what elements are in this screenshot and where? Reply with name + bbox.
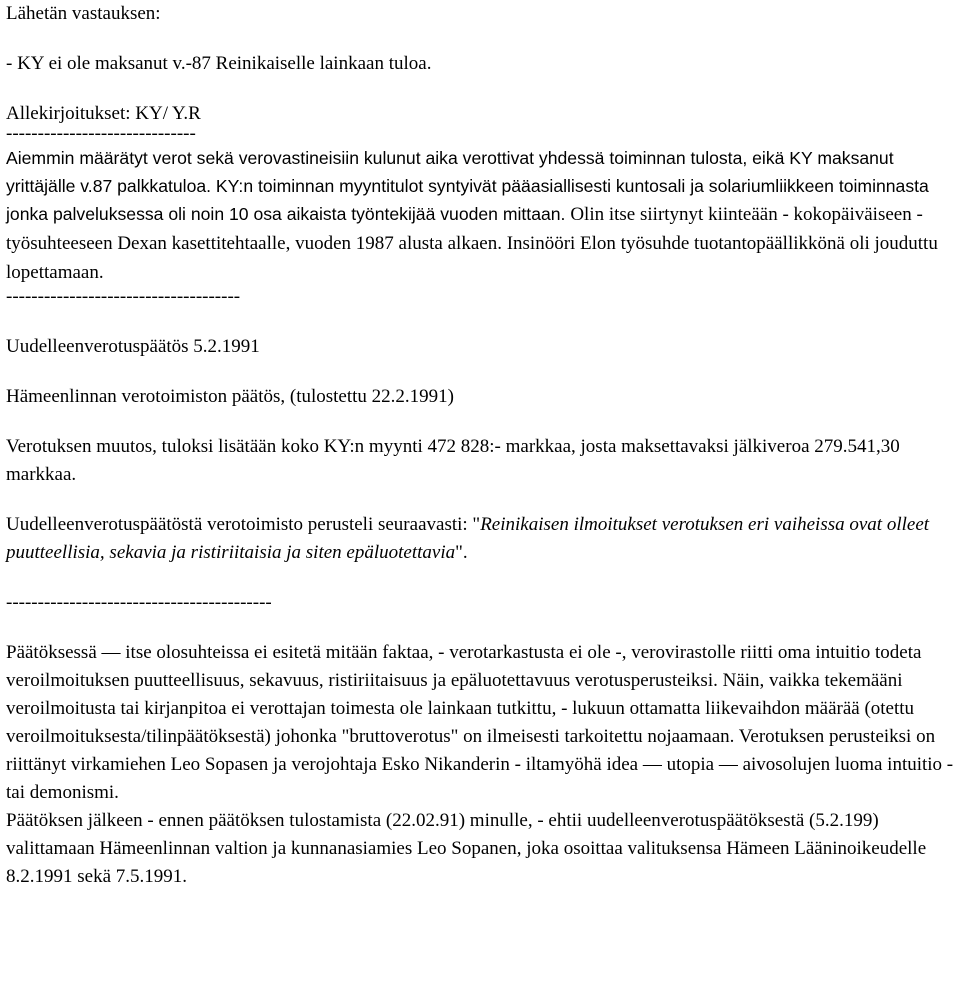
business-paragraph-part-a: Aiemmin määrätyt verot sekä verovastineisiin kulunut aika verottivat yhdessä toiminnan tulosta, eikä KY maksanut yrittäjälle v.87 palkkatuloa. KY:n toiminnan myyntitulot syntyivät pääasiallisesti kuntosali ja solariumliikkeen toiminnasta jonka palveluksessa oli noin 10 osa aikaista työntekijää vuoden mittaan. — [6, 148, 929, 224]
office-decision-line: Hämeenlinnan verotoimiston päätös, (tulostettu 22.2.1991) — [6, 386, 455, 407]
justification-paragraph — [6, 511, 956, 567]
business-paragraph — [6, 144, 956, 287]
reassessment-title: Uudelleenverotuspäätös 5.2.1991 — [6, 336, 260, 357]
divider-1: ------------------------------ — [6, 123, 196, 144]
tax-change-paragraph: Verotuksen muutos, tuloksi lisätään koko KY:n myynti 472 828:- markkaa, josta maksettavaksi jälkiveroa 279.541,30 markkaa. — [6, 436, 900, 485]
reply-line: - KY ei ole maksanut v.-87 Reinikaiselle lainkaan tuloa. — [6, 53, 432, 74]
decision-paragraph: Päätöksessä — itse olosuhteissa ei esitetä mitään faktaa, - verotarkastusta ei ole -, verovirastolle riitti oma intuitio todeta veroilmoituksen puutteellisuus, sekavuus, ristiriitaisuus ja epäluotettavuus verotusperusteiksi. Näin, vaikka tekemääni veroilmoitusta tai kirjanpitoa ei verottajan toimesta ole lainkaan tutkittu, - lukuun ottamatta liikevaihdon määrää (otettu veroilmoituksesta/tilinpäätöksestä) johonka "bruttoverotus" on ilmeisesti tarkoitettu nojaamaan. Verotuksen perusteiksi on riittänyt virkamiehen Leo Sopasen ja verojohtaja Esko Nikanderin - iltamyöhä idea — utopia — aivosolujen luoma intuitio - tai demonismi. — [6, 642, 954, 803]
reply-heading: Lähetän vastauksen: — [6, 3, 161, 24]
divider-2: ------------------------------------- — [6, 286, 241, 307]
justification-end: ". — [455, 542, 468, 563]
business-paragraph-part-b: Olin itse siirtynyt kiinteään - kokopäiväiseen - työsuhteeseen Dexan kasettitehtaalle, vuoden 1987 alusta alkaen. Insinööri Elon työsuhde tuotantopäällikkönä oli jouduttu lopettamaan. — [6, 204, 938, 283]
divider-3: ------------------------------------------ — [6, 592, 272, 613]
after-decision-paragraph: Päätöksen jälkeen - ennen päätöksen tulostamista (22.02.91) minulle, - ehtii uudelleenverotuspäätöksestä (5.2.199) valittamaan Hämeenlinnan valtion ja kunnanasiamies Leo Sopanen, joka osoittaa valituksensa Hämeen Lääninoikeudelle 8.2.1991 sekä 7.5.1991. — [6, 810, 927, 887]
justification-intro: Uudelleenverotuspäätöstä verotoimisto perusteli seuraavasti: " — [6, 514, 481, 535]
signatures-line: Allekirjoitukset: KY/ Y.R — [6, 103, 201, 124]
document-page — [6, 0, 956, 891]
justification-quote: Reinikaisen ilmoitukset verotuksen eri vaiheissa ovat olleet puutteellisia, sekavia ja ristiriitaisia ja siten epäluotettavia — [6, 514, 930, 563]
